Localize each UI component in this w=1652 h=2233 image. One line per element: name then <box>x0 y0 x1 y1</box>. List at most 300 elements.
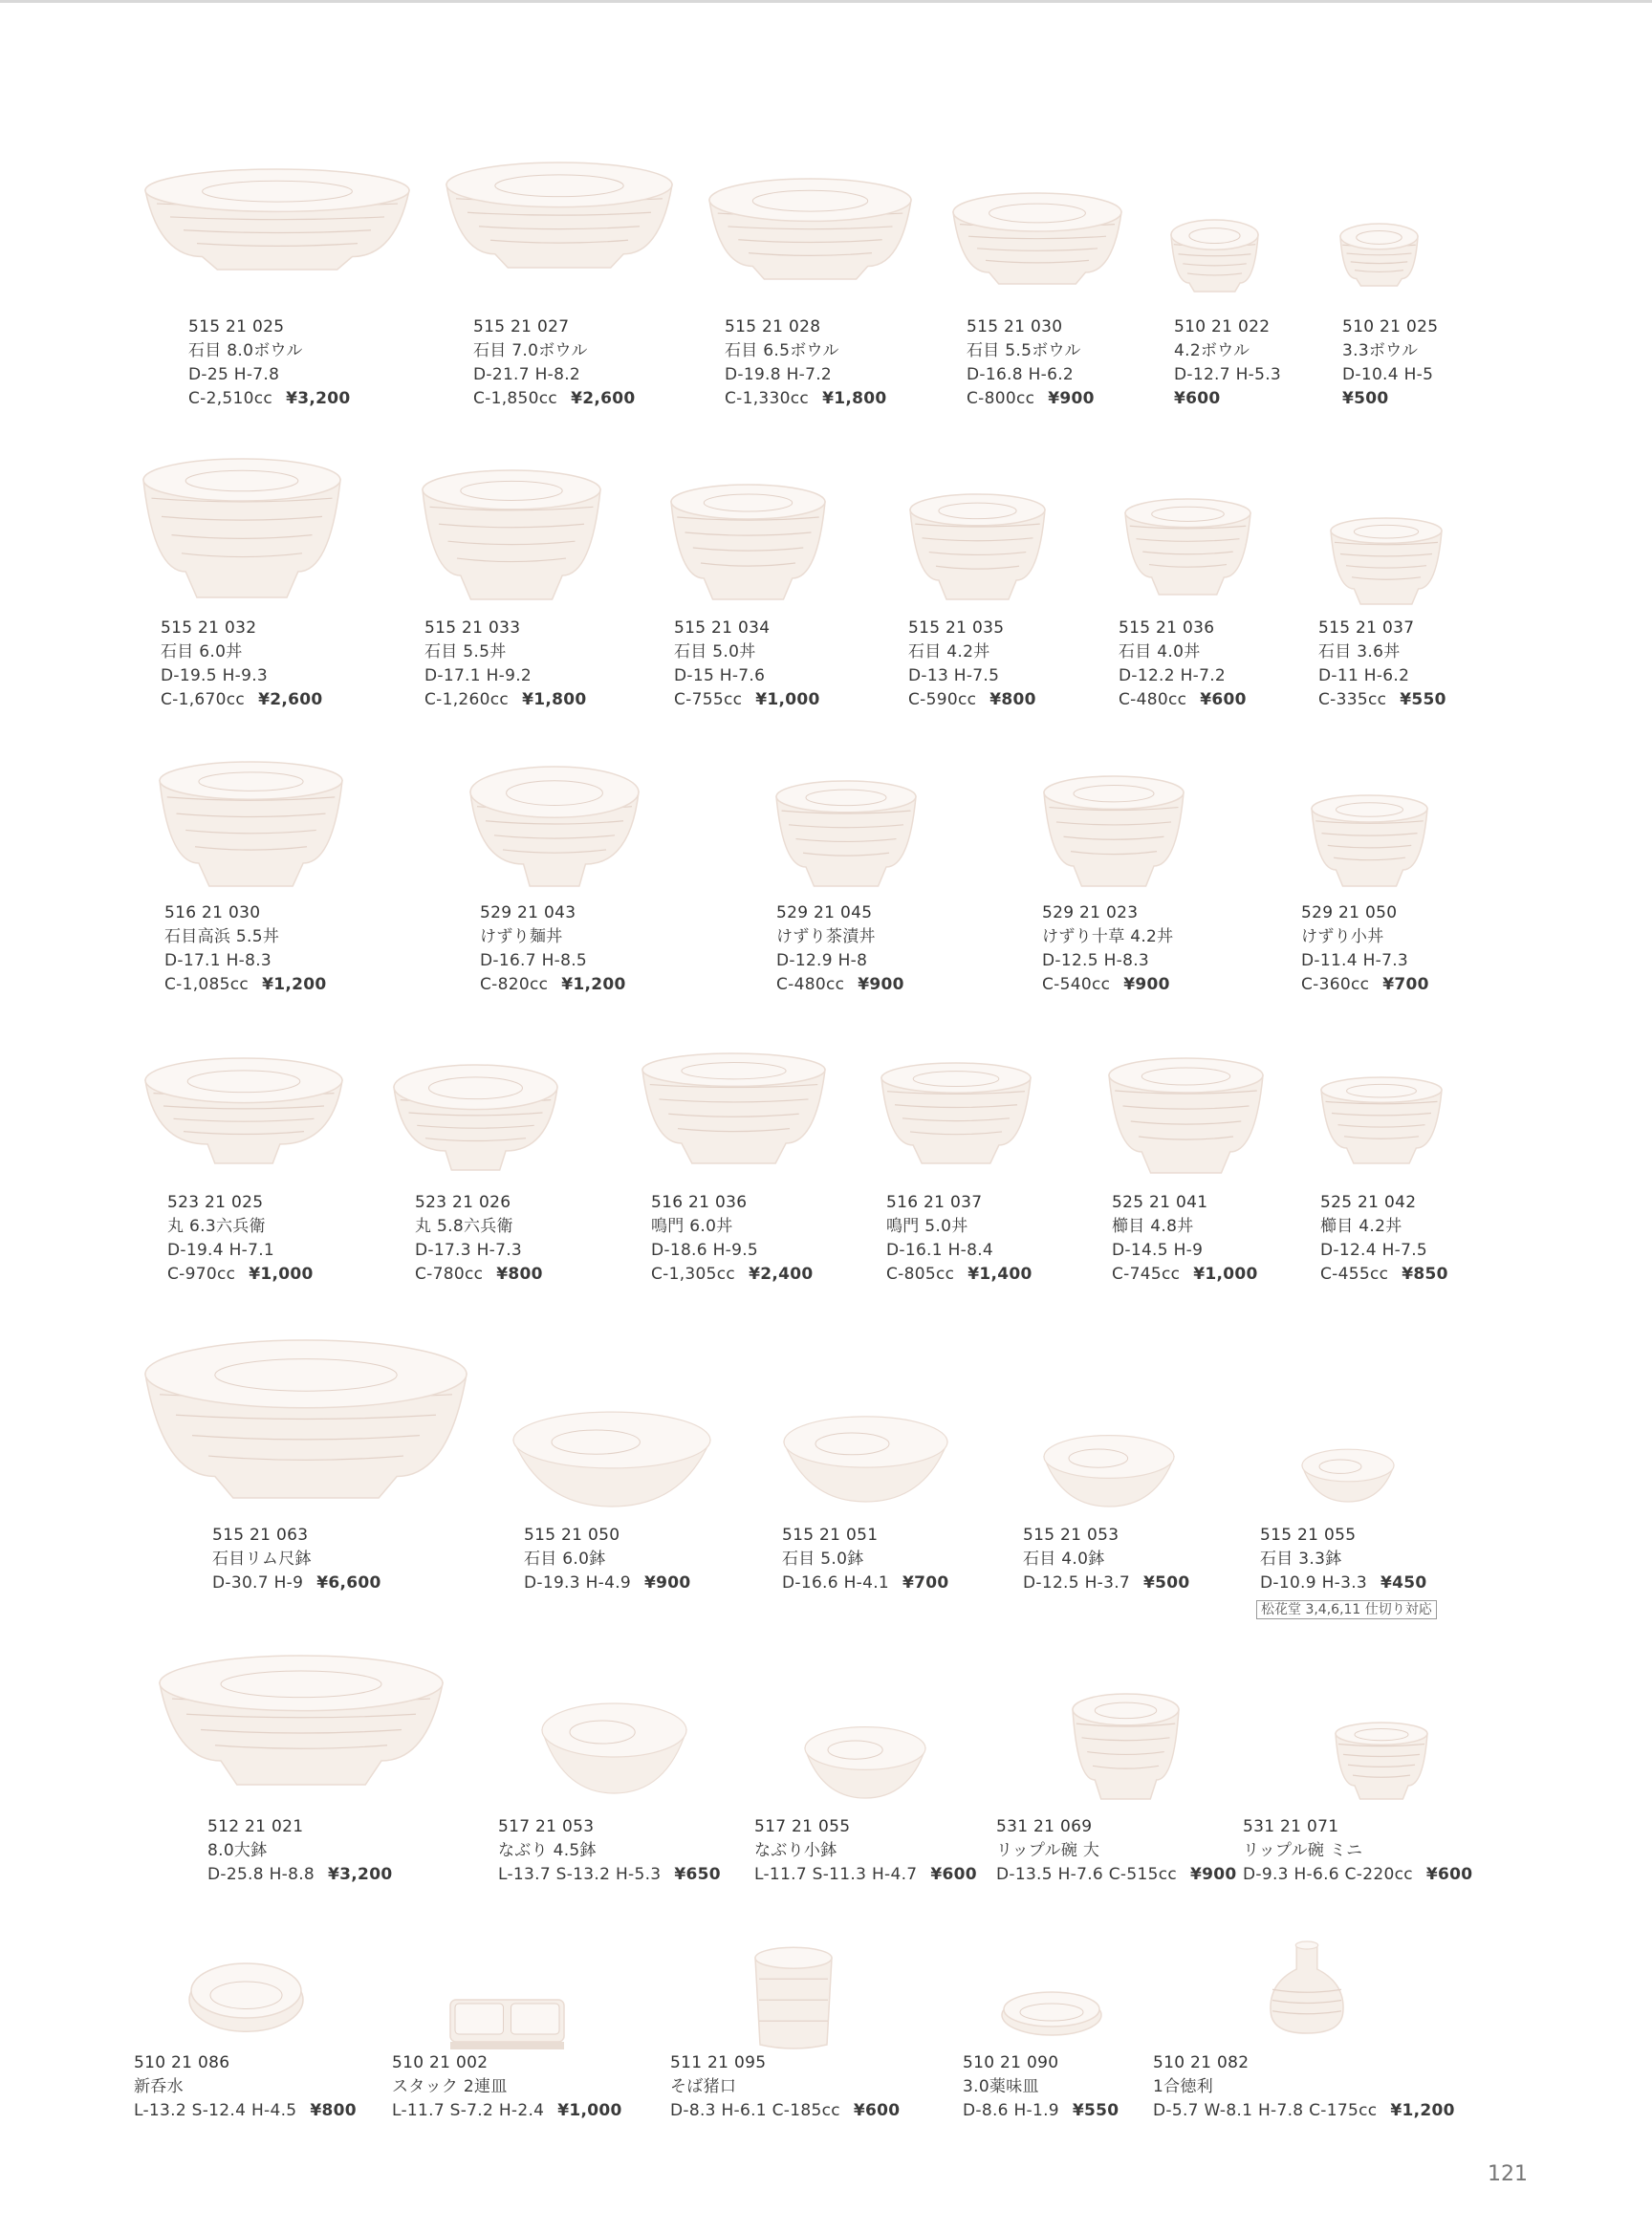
cup-photo <box>746 1945 841 2050</box>
dims-price-line <box>782 1572 949 1595</box>
product-name: 鳴門 5.0丼 <box>886 1217 968 1236</box>
product-photo <box>707 177 913 282</box>
product-price: ¥1,000 <box>557 2101 622 2120</box>
product-dimensions: D-12.5 H-3.7 <box>1023 1573 1131 1593</box>
shallow-bowl-photo <box>511 1410 712 1510</box>
product-code: 523 21 025 <box>167 1193 264 1212</box>
capacity-line <box>776 973 904 997</box>
product-photo <box>1264 1940 1350 2036</box>
capacity-line <box>424 688 586 712</box>
product-capacity: C-335cc <box>1318 690 1387 709</box>
product-photo <box>1107 1056 1265 1176</box>
product-code: 515 21 033 <box>424 618 521 638</box>
product-photo <box>158 1654 445 1788</box>
product-price: ¥650 <box>674 1865 721 1884</box>
product-name: 鳴門 6.0丼 <box>651 1217 733 1236</box>
product-name: 石目 5.0鉢 <box>782 1550 864 1569</box>
product-info <box>167 1191 314 1287</box>
top-rule <box>0 0 1652 3</box>
product-dimensions: D-19.4 H-7.1 <box>167 1241 275 1260</box>
product-photo <box>1338 222 1420 289</box>
product-photo <box>1071 1692 1181 1802</box>
product-capacity: C-1,260cc <box>424 690 510 709</box>
bowl-photo <box>1338 222 1420 289</box>
capacity-line <box>886 1263 1032 1287</box>
product-name: 石目高浜 5.5丼 <box>164 927 280 946</box>
product-name: リップル碗 大 <box>996 1841 1100 1860</box>
product-code: 531 21 071 <box>1243 1817 1339 1836</box>
product-name: 石目 4.0丼 <box>1119 642 1201 661</box>
product-info <box>207 1815 392 1887</box>
dims-price-line <box>498 1863 721 1887</box>
product-code: 510 21 022 <box>1174 317 1271 336</box>
product-photo <box>186 1945 306 2036</box>
product-photo <box>1042 1434 1176 1510</box>
product-code: 525 21 042 <box>1320 1193 1417 1212</box>
product-dimensions: D-19.5 H-9.3 <box>161 666 269 685</box>
product-name: 8.0大鉢 <box>207 1841 268 1860</box>
product-dimensions: D-21.7 H-8.2 <box>473 365 581 384</box>
product-dimensions: D-13.5 H-7.6 C-515cc <box>996 1865 1177 1884</box>
product-info <box>480 901 626 997</box>
product-code: 510 21 090 <box>963 2053 1059 2072</box>
product-info <box>524 1524 691 1595</box>
product-photo <box>421 468 602 602</box>
product-photo <box>1319 1075 1444 1166</box>
product-dimensions: D-18.6 H-9.5 <box>651 1241 759 1260</box>
product-price: ¥800 <box>310 2101 357 2120</box>
product-name: 櫛目 4.2丼 <box>1320 1217 1402 1236</box>
product-code: 515 21 037 <box>1318 618 1415 638</box>
product-price: ¥1,000 <box>755 690 820 709</box>
product-code: 510 21 025 <box>1342 317 1439 336</box>
product-info <box>392 2051 622 2123</box>
product-dimensions: D-13 H-7.5 <box>908 666 1000 685</box>
product-name: 新呑水 <box>134 2077 184 2096</box>
product-photo <box>774 779 918 889</box>
product-name: なぶり小鉢 <box>754 1841 837 1860</box>
product-name: 3.0薬味皿 <box>963 2077 1039 2096</box>
product-info <box>1318 617 1446 712</box>
product-photo <box>782 1415 949 1506</box>
product-info <box>134 2051 357 2123</box>
product-code: 515 21 025 <box>188 317 285 336</box>
product-dimensions: D-16.1 H-8.4 <box>886 1241 994 1260</box>
product-name: 3.3ボウル <box>1342 341 1419 360</box>
product-photo <box>143 1338 468 1501</box>
donburi-photo <box>1329 516 1444 607</box>
product-name: けずり小丼 <box>1301 927 1384 946</box>
product-code: 515 21 032 <box>161 618 257 638</box>
product-price: ¥800 <box>989 690 1036 709</box>
product-photo <box>511 1410 712 1510</box>
product-dimensions: D-11.4 H-7.3 <box>1301 951 1409 970</box>
product-info <box>1153 2051 1455 2123</box>
product-photo <box>746 1945 841 2050</box>
product-code: 510 21 086 <box>134 2053 230 2072</box>
product-name: 丸 5.8六兵衛 <box>415 1217 513 1236</box>
capacity-line <box>1318 688 1446 712</box>
product-photo <box>143 167 411 272</box>
product-photo <box>1310 793 1429 889</box>
product-dimensions: D-17.3 H-7.3 <box>415 1241 523 1260</box>
dims-price-line <box>212 1572 381 1595</box>
product-name: 丸 6.3六兵衛 <box>167 1217 266 1236</box>
product-info <box>1023 1524 1190 1595</box>
product-info <box>651 1191 813 1287</box>
product-name: 石目 4.0鉢 <box>1023 1550 1105 1569</box>
capacity-line <box>161 688 322 712</box>
product-price: ¥600 <box>930 1865 977 1884</box>
product-info <box>498 1815 721 1887</box>
product-code: 531 21 069 <box>996 1817 1093 1836</box>
product-name: 石目 6.5ボウル <box>725 341 839 360</box>
shallow-bowl-photo <box>782 1415 949 1506</box>
product-code: 515 21 027 <box>473 317 570 336</box>
capacity-line <box>415 1263 543 1287</box>
product-info <box>1301 901 1429 997</box>
product-dimensions: D-25 H-7.8 <box>188 365 280 384</box>
product-name: 石目 5.5丼 <box>424 642 507 661</box>
product-info <box>188 315 350 411</box>
shallow-bowl-photo <box>1042 1434 1176 1510</box>
product-code: 529 21 050 <box>1301 903 1398 922</box>
product-dimensions: L-13.7 S-13.2 H-5.3 <box>498 1865 662 1884</box>
product-price: ¥1,400 <box>967 1265 1032 1284</box>
product-code: 517 21 055 <box>754 1817 851 1836</box>
capacity-line <box>473 387 635 411</box>
product-name: 櫛目 4.8丼 <box>1112 1217 1194 1236</box>
product-info <box>473 315 635 411</box>
product-photo <box>951 191 1123 287</box>
dims-price-line <box>1260 1572 1427 1595</box>
dims-price-line <box>1243 1863 1472 1887</box>
donburi-photo <box>1071 1692 1181 1802</box>
capacity-line <box>1112 1263 1258 1287</box>
product-code: 517 21 053 <box>498 1817 595 1836</box>
product-price: ¥700 <box>1382 975 1429 994</box>
product-capacity: C-590cc <box>908 690 977 709</box>
product-capacity: C-360cc <box>1301 975 1370 994</box>
product-photo <box>803 1725 927 1802</box>
product-code: 515 21 030 <box>967 317 1063 336</box>
product-price: ¥1,000 <box>1193 1265 1258 1284</box>
product-price: ¥800 <box>496 1265 543 1284</box>
bowl-photo <box>707 177 913 282</box>
product-info <box>212 1524 381 1595</box>
product-name: けずり十草 4.2丼 <box>1042 927 1174 946</box>
capacity-line <box>674 688 820 712</box>
product-name: 1合徳利 <box>1153 2077 1214 2096</box>
price-line <box>1342 387 1438 411</box>
product-dimensions: D-19.8 H-7.2 <box>725 365 833 384</box>
product-info <box>670 2051 900 2123</box>
product-photo <box>540 1702 688 1797</box>
product-dimensions: D-16.8 H-6.2 <box>967 365 1075 384</box>
capacity-line <box>1042 973 1173 997</box>
shallow-bowl-photo <box>540 1702 688 1797</box>
product-name: 石目 6.0鉢 <box>524 1550 606 1569</box>
product-note: 松花堂 3,4,6,11 仕切り対応 <box>1256 1600 1437 1619</box>
product-photo <box>669 483 827 602</box>
product-price: ¥1,200 <box>1390 2101 1455 2120</box>
capacity-line <box>1119 688 1247 712</box>
product-name: けずり茶漬丼 <box>776 927 876 946</box>
product-code: 516 21 036 <box>651 1193 748 1212</box>
capacity-line <box>480 973 626 997</box>
donburi-photo <box>421 468 602 602</box>
product-info <box>424 617 586 712</box>
product-price: ¥600 <box>1200 690 1247 709</box>
product-name: リップル碗 ミニ <box>1243 1841 1363 1860</box>
product-price: ¥850 <box>1402 1265 1448 1284</box>
noodle-bowl-photo <box>468 765 641 889</box>
dims-price-line <box>1023 1572 1190 1595</box>
donburi-photo <box>1310 793 1429 889</box>
product-name: けずり麺丼 <box>480 927 563 946</box>
product-photo <box>143 1056 344 1166</box>
product-price: ¥550 <box>1400 690 1446 709</box>
dims-price-line <box>754 1863 977 1887</box>
product-dimensions: D-16.7 H-8.5 <box>480 951 588 970</box>
product-photo <box>880 1061 1032 1166</box>
capacity-line <box>188 387 350 411</box>
product-price: ¥1,000 <box>249 1265 314 1284</box>
product-photo <box>445 161 674 271</box>
product-price: ¥600 <box>1174 389 1221 408</box>
product-dimensions: D-12.9 H-8 <box>776 951 868 970</box>
product-code: 525 21 041 <box>1112 1193 1208 1212</box>
product-code: 515 21 036 <box>1119 618 1215 638</box>
small-plate-photo <box>999 1981 1104 2038</box>
capacity-line <box>167 1263 314 1287</box>
product-code: 511 21 095 <box>670 2053 767 2072</box>
product-dimensions: D-10.4 H-5 <box>1342 365 1434 384</box>
product-capacity: C-480cc <box>1119 690 1187 709</box>
donburi-photo <box>1319 1075 1444 1166</box>
product-code: 515 21 055 <box>1260 1526 1357 1545</box>
shallow-bowl-photo <box>803 1725 927 1802</box>
product-price: ¥900 <box>1048 389 1095 408</box>
product-price: ¥3,200 <box>286 389 351 408</box>
product-code: 529 21 043 <box>480 903 576 922</box>
product-capacity: C-1,085cc <box>164 975 250 994</box>
product-info <box>776 901 904 997</box>
product-name: 石目 7.0ボウル <box>473 341 588 360</box>
product-info <box>164 901 326 997</box>
product-photo <box>158 760 344 889</box>
product-code: 516 21 037 <box>886 1193 983 1212</box>
product-photo <box>1042 774 1185 889</box>
donburi-photo <box>1107 1056 1265 1176</box>
product-dimensions: D-10.9 H-3.3 <box>1260 1573 1368 1593</box>
product-name: 石目 3.6丼 <box>1318 642 1401 661</box>
product-price: ¥900 <box>1123 975 1170 994</box>
capacity-line <box>164 973 326 997</box>
sake-bottle-photo <box>1264 1940 1350 2036</box>
dims-price-line <box>963 2099 1119 2123</box>
product-code: 515 21 035 <box>908 618 1005 638</box>
product-name: なぶり 4.5鉢 <box>498 1841 597 1860</box>
capacity-line <box>908 688 1036 712</box>
product-info <box>782 1524 949 1595</box>
product-dimensions: D-5.7 W-8.1 H-7.8 C-175cc <box>1153 2101 1378 2120</box>
product-info <box>1112 1191 1258 1287</box>
product-name: スタック 2連皿 <box>392 2077 508 2096</box>
product-info <box>725 315 886 411</box>
product-dimensions: L-11.7 S-11.3 H-4.7 <box>754 1865 918 1884</box>
product-name: 石目 5.5ボウル <box>967 341 1081 360</box>
bowl-photo <box>445 161 674 271</box>
product-info <box>161 617 322 712</box>
rim-bowl-photo <box>143 1338 468 1501</box>
product-price: ¥2,600 <box>571 389 636 408</box>
product-dimensions: D-14.5 H-9 <box>1112 1241 1204 1260</box>
product-dimensions: D-15 H-7.6 <box>674 666 766 685</box>
product-price: ¥450 <box>1380 1573 1427 1593</box>
dims-price-line <box>392 2099 622 2123</box>
product-code: 515 21 050 <box>524 1526 620 1545</box>
product-dimensions: D-30.7 H-9 <box>212 1573 304 1593</box>
product-code: 510 21 082 <box>1153 2053 1250 2072</box>
product-price: ¥900 <box>858 975 904 994</box>
product-name: 4.2ボウル <box>1174 341 1250 360</box>
product-price: ¥600 <box>853 2101 901 2120</box>
product-capacity: C-1,670cc <box>161 690 246 709</box>
dims-price-line <box>134 2099 357 2123</box>
product-info <box>415 1191 543 1287</box>
product-dimensions: L-11.7 S-7.2 H-2.4 <box>392 2101 545 2120</box>
price-line <box>1174 387 1281 411</box>
capacity-line <box>1320 1263 1448 1287</box>
bowl-photo <box>951 191 1123 287</box>
product-info <box>1119 617 1247 712</box>
product-name: 石目リム尺鉢 <box>212 1550 312 1569</box>
donburi-photo <box>1042 774 1185 889</box>
product-info <box>963 2051 1119 2123</box>
shallow-bowl-photo <box>1300 1448 1396 1506</box>
product-code: 529 21 023 <box>1042 903 1139 922</box>
product-name: 石目 8.0ボウル <box>188 341 303 360</box>
noodle-bowl-photo <box>143 1056 344 1166</box>
product-name: 石目 4.2丼 <box>908 642 990 661</box>
dims-price-line <box>524 1572 691 1595</box>
product-dimensions: D-12.4 H-7.5 <box>1320 1241 1428 1260</box>
product-info <box>1342 315 1438 411</box>
product-name: 石目 5.0丼 <box>674 642 756 661</box>
product-info <box>967 315 1095 411</box>
product-info <box>996 1815 1237 1887</box>
product-capacity: C-540cc <box>1042 975 1111 994</box>
product-dimensions: D-9.3 H-6.6 C-220cc <box>1243 1865 1413 1884</box>
product-photo <box>392 1063 559 1173</box>
product-dimensions: D-17.1 H-9.2 <box>424 666 533 685</box>
product-name: 石目 3.3鉢 <box>1260 1550 1342 1569</box>
product-photo <box>1329 516 1444 607</box>
product-price: ¥500 <box>1342 389 1389 408</box>
dims-price-line <box>670 2099 900 2123</box>
donburi-photo <box>880 1061 1032 1166</box>
product-price: ¥3,200 <box>328 1865 393 1884</box>
product-dimensions: D-25.8 H-8.8 <box>207 1865 315 1884</box>
product-code: 516 21 030 <box>164 903 261 922</box>
product-dimensions: D-12.7 H-5.3 <box>1174 365 1282 384</box>
page-number: 121 <box>1488 2162 1528 2186</box>
bowl-photo <box>1169 218 1260 294</box>
product-photo <box>447 1981 567 2057</box>
donburi-photo <box>908 492 1047 602</box>
product-capacity: C-755cc <box>674 690 743 709</box>
product-photo <box>468 765 641 889</box>
product-info <box>908 617 1036 712</box>
product-price: ¥550 <box>1072 2101 1119 2120</box>
donburi-photo <box>158 760 344 889</box>
product-info <box>754 1815 977 1887</box>
product-price: ¥6,600 <box>316 1573 381 1593</box>
product-capacity: C-480cc <box>776 975 845 994</box>
large-bowl-photo <box>158 1654 445 1788</box>
product-info <box>1320 1191 1448 1287</box>
donburi-photo <box>1334 1721 1429 1802</box>
product-price: ¥2,600 <box>258 690 323 709</box>
product-info <box>1042 901 1173 997</box>
capacity-line <box>725 387 886 411</box>
donburi-photo <box>774 779 918 889</box>
product-dimensions: D-19.3 H-4.9 <box>524 1573 632 1593</box>
donburi-photo <box>669 483 827 602</box>
product-name: 石目 6.0丼 <box>161 642 243 661</box>
product-dimensions: D-8.6 H-1.9 <box>963 2101 1059 2120</box>
product-info <box>1174 315 1281 411</box>
product-capacity: C-800cc <box>967 389 1035 408</box>
product-code: 515 21 034 <box>674 618 771 638</box>
divided-plate-photo <box>447 1981 567 2057</box>
product-photo <box>1300 1448 1396 1506</box>
product-capacity: C-805cc <box>886 1265 955 1284</box>
product-price: ¥1,200 <box>561 975 626 994</box>
product-capacity: C-970cc <box>167 1265 236 1284</box>
capacity-line <box>651 1263 813 1287</box>
donburi-photo <box>641 1051 827 1166</box>
product-photo <box>141 457 342 600</box>
product-code: 510 21 002 <box>392 2053 489 2072</box>
product-capacity: C-455cc <box>1320 1265 1389 1284</box>
product-info <box>1243 1815 1472 1887</box>
product-photo <box>1123 497 1252 597</box>
product-dimensions: D-8.3 H-6.1 C-185cc <box>670 2101 840 2120</box>
product-code: 515 21 053 <box>1023 1526 1119 1545</box>
product-photo <box>908 492 1047 602</box>
product-capacity: C-820cc <box>480 975 549 994</box>
product-capacity: C-1,850cc <box>473 389 558 408</box>
product-photo <box>1169 218 1260 294</box>
product-dimensions: D-16.6 H-4.1 <box>782 1573 890 1593</box>
sauce-dish-photo <box>186 1945 306 2036</box>
product-name: そば猪口 <box>670 2077 737 2096</box>
product-capacity: C-745cc <box>1112 1265 1181 1284</box>
product-capacity: C-1,305cc <box>651 1265 736 1284</box>
dims-price-line <box>996 1863 1237 1887</box>
product-price: ¥1,800 <box>822 389 887 408</box>
product-dimensions: L-13.2 S-12.4 H-4.5 <box>134 2101 297 2120</box>
product-photo <box>999 1981 1104 2038</box>
product-info <box>1260 1524 1427 1595</box>
product-capacity: C-780cc <box>415 1265 484 1284</box>
product-price: ¥500 <box>1143 1573 1190 1593</box>
product-dimensions: D-17.1 H-8.3 <box>164 951 272 970</box>
product-info <box>886 1191 1032 1287</box>
product-dimensions: D-12.5 H-8.3 <box>1042 951 1150 970</box>
